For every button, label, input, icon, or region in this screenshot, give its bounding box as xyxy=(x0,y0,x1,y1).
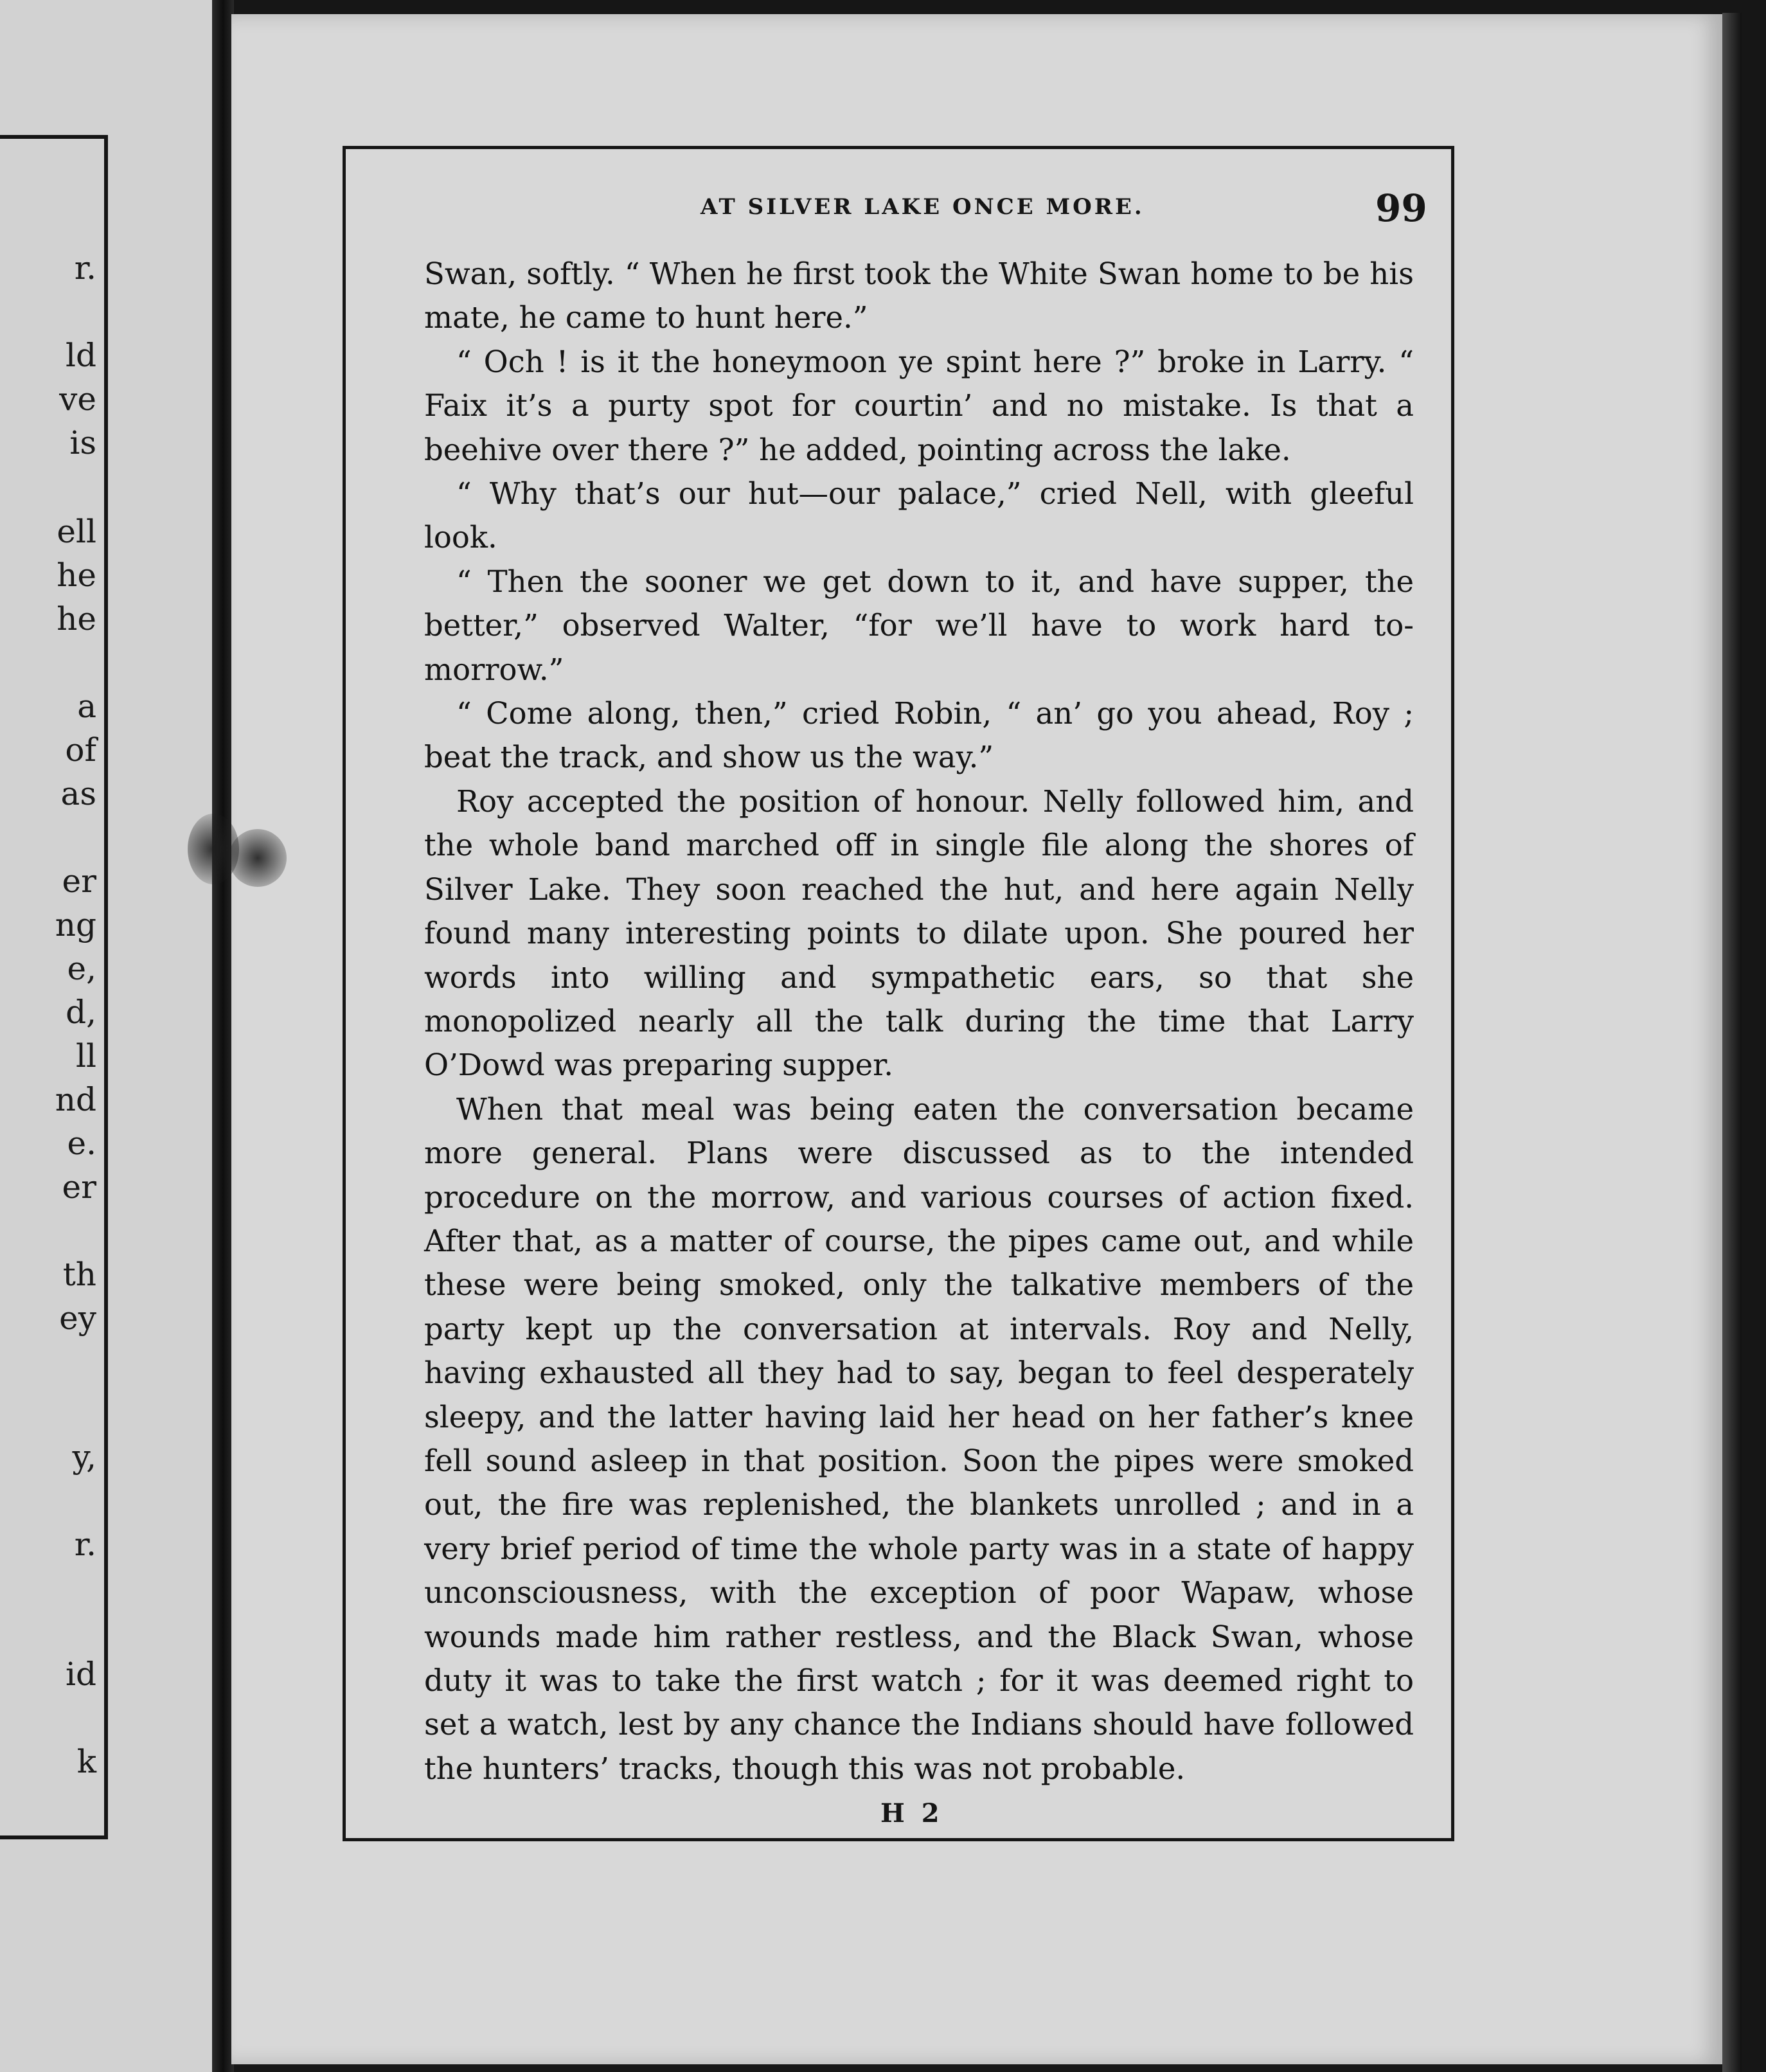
paragraph: Swan, softly. “ When he first took the White Swan home to be his mate, he came to hunt here.” xyxy=(424,256,1414,335)
paragraph: When that meal was being eaten the conversation became more general. Plans were discussed as to the intended procedure on the morrow, and various courses of action fixed. After that, as a matter of course, the pipes came out, and while these were being smoked, only the talkative members of the party kept up the conversation at intervals. Roy and Nelly, having exhausted all they had to say, began to feel desperately sleepy, and the latter having laid her head on her father’s knee fell sound asleep in that position. Soon the pipes were smoked out, the fire was replenished, the blankets unrolled ; and in a very brief period of time the whole party was in a state of happy unconsciousness, with the exception of poor Wapaw, whose wounds made him rather restless, and the Black Swan, whose duty it was to take the first watch ; for it was deemed right to set a watch, lest by any chance the Indians should have followed the hunters’ tracks, though this was not probable. xyxy=(424,1091,1414,1786)
margin-fragment: he xyxy=(57,600,96,638)
margin-fragment: ld xyxy=(66,337,96,374)
margin-fragment: y, xyxy=(72,1438,96,1476)
margin-fragment: th xyxy=(62,1256,96,1293)
margin-fragment: er xyxy=(62,1168,96,1206)
margin-fragment: er xyxy=(62,862,96,900)
paragraph: “ Then the sooner we get down to it, and have supper, the better,” observed Walter, “for we’ll have to work hard to-morrow.” xyxy=(424,564,1414,687)
margin-fragment: of xyxy=(65,731,96,769)
previous-page xyxy=(0,0,219,2072)
paragraph: “ Why that’s our hut—our palace,” cried Nell, with gleeful look. xyxy=(424,476,1414,555)
margin-fragment: d, xyxy=(66,994,96,1031)
page-edge xyxy=(1722,13,1742,2072)
paragraph: “ Och ! is it the honeymoon ye spint here ?” broke in Larry. “ Faix it’s a purty spot for courtin’ and no mistake. Is that a beehive over there ?” he added, pointing across the lake. xyxy=(424,344,1414,467)
margin-fragment: r. xyxy=(74,249,96,287)
paragraph: Roy accepted the position of honour. Nelly followed him, and the whole band marched off in single file along the shores of Silver Lake. They soon reached the hut, and here again Nelly found many interesting points to dilate upon. She poured her words into willing and sympathetic ears, so that she monopolized nearly all the talk during the time that Larry O’Dowd was preparing supper. xyxy=(424,783,1414,1083)
margin-fragment: he xyxy=(57,557,96,594)
margin-fragment: ve xyxy=(59,380,96,418)
margin-fragment: e, xyxy=(67,950,96,987)
margin-fragment: as xyxy=(60,775,96,812)
margin-fragment: ng xyxy=(55,906,96,943)
margin-fragment: ell xyxy=(57,513,96,550)
margin-fragment: id xyxy=(66,1656,96,1693)
page-number: 99 xyxy=(1375,186,1427,230)
margin-fragment: r. xyxy=(74,1526,96,1563)
signature-mark: H 2 xyxy=(880,1798,943,1828)
paragraph: “ Come along, then,” cried Robin, “ an’ go you ahead, Roy ; beat the track, and show us the way.” xyxy=(424,696,1414,775)
margin-fragment: is xyxy=(69,424,96,461)
margin-fragment: ey xyxy=(59,1299,96,1337)
margin-fragment: e. xyxy=(67,1125,96,1162)
margin-fragment: nd xyxy=(55,1081,96,1118)
margin-fragment: k xyxy=(76,1743,96,1780)
book-gutter xyxy=(212,0,234,2072)
running-head: AT SILVER LAKE ONCE MORE. xyxy=(700,194,1145,220)
margin-fragment: a xyxy=(77,688,96,725)
ink-stain xyxy=(229,829,287,887)
margin-fragment: ll xyxy=(76,1037,96,1075)
body-text xyxy=(424,252,1414,1791)
